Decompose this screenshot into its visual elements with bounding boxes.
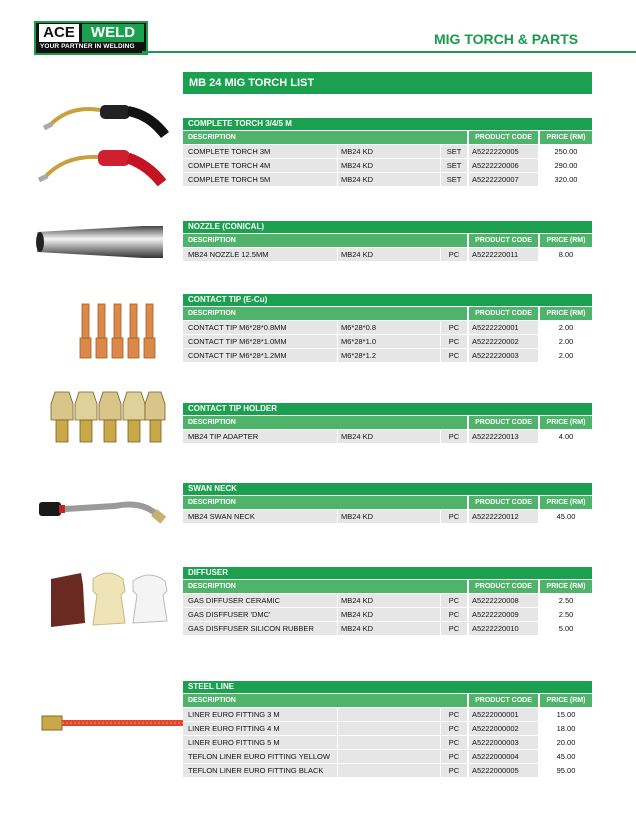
item-price: 2.00: [540, 321, 592, 334]
item-description: GAS DIFFUSER CERAMIC: [183, 594, 337, 607]
item-unit: SET: [441, 173, 467, 186]
list-title: MB 24 MIG TORCH LIST: [183, 72, 592, 94]
item-unit: SET: [441, 145, 467, 158]
item-unit: PC: [441, 722, 467, 735]
table-row: [183, 750, 592, 763]
product-section: [183, 403, 592, 443]
item-price: 320.00: [540, 173, 592, 186]
product-section: [183, 118, 592, 186]
item-price: 2.00: [540, 349, 592, 362]
item-product-code: A5222000001: [469, 708, 538, 721]
item-product-code: A5222000003: [469, 736, 538, 749]
item-product-code: A5222220011: [469, 248, 538, 261]
item-description: MB24 NOZZLE 12.5MM: [183, 248, 337, 261]
section-title: SWAN NECK: [183, 483, 592, 495]
item-product-code: A5222220006: [469, 159, 538, 172]
item-model: MB24 KD: [338, 248, 440, 261]
table-row: [183, 622, 592, 635]
column-header-row: [183, 694, 592, 707]
swan-neck-image: [35, 478, 170, 528]
item-unit: PC: [441, 321, 467, 334]
section-title: STEEL LINE: [183, 681, 592, 693]
item-description: LINER EURO FITTING 4 M: [183, 722, 337, 735]
product-code-header: PRODUCT CODE: [469, 131, 538, 144]
section-title: COMPLETE TORCH 3/4/5 M: [183, 118, 592, 130]
column-header-row: [183, 131, 592, 144]
item-product-code: A5222000004: [469, 750, 538, 763]
description-header: DESCRIPTION: [183, 694, 467, 707]
product-section: [183, 294, 592, 362]
item-description: MB24 TIP ADAPTER: [183, 430, 337, 443]
header-divider: [142, 51, 636, 53]
item-price: 2.50: [540, 608, 592, 621]
item-unit: PC: [441, 736, 467, 749]
table-row: [183, 736, 592, 749]
table-row: [183, 594, 592, 607]
item-price: 8.00: [540, 248, 592, 261]
column-header-row: [183, 416, 592, 429]
table-row: [183, 335, 592, 348]
logo-tagline: YOUR PARTNER IN WELDING: [40, 43, 135, 50]
item-unit: PC: [441, 510, 467, 523]
item-description: COMPLETE TORCH 5M: [183, 173, 337, 186]
item-price: 15.00: [540, 708, 592, 721]
item-price: 290.00: [540, 159, 592, 172]
table-row: [183, 321, 592, 334]
item-product-code: A5222220007: [469, 173, 538, 186]
item-product-code: A5222000002: [469, 722, 538, 735]
price-header: PRICE (RM): [540, 694, 592, 707]
item-price: 5.00: [540, 622, 592, 635]
product-section: [183, 221, 592, 261]
product-code-header: PRODUCT CODE: [469, 307, 538, 320]
description-header: DESCRIPTION: [183, 307, 467, 320]
table-row: [183, 764, 592, 777]
product-code-header: PRODUCT CODE: [469, 496, 538, 509]
item-model: [338, 722, 440, 735]
brand-logo: [34, 21, 148, 55]
item-unit: PC: [441, 430, 467, 443]
item-description: COMPLETE TORCH 4M: [183, 159, 337, 172]
item-model: MB24 KD: [338, 622, 440, 635]
item-product-code: A5222220013: [469, 430, 538, 443]
item-description: TEFLON LINER EURO FITTING BLACK: [183, 764, 337, 777]
item-product-code: A5222220012: [469, 510, 538, 523]
item-price: 45.00: [540, 750, 592, 763]
item-model: MB24 KD: [338, 594, 440, 607]
product-code-header: PRODUCT CODE: [469, 234, 538, 247]
product-section: [183, 483, 592, 523]
item-model: M6*28*0.8: [338, 321, 440, 334]
contact-tip-image: [70, 300, 170, 362]
price-header: PRICE (RM): [540, 416, 592, 429]
item-unit: PC: [441, 708, 467, 721]
item-model: MB24 KD: [338, 430, 440, 443]
item-unit: PC: [441, 335, 467, 348]
item-unit: PC: [441, 349, 467, 362]
item-unit: PC: [441, 750, 467, 763]
table-row: [183, 430, 592, 443]
item-description: GAS DISFFUSER SILICON RUBBER: [183, 622, 337, 635]
description-header: DESCRIPTION: [183, 416, 467, 429]
steel-liner-image: [40, 708, 185, 738]
column-header-row: [183, 307, 592, 320]
item-product-code: A5222220002: [469, 335, 538, 348]
section-title: DIFFUSER: [183, 567, 592, 579]
item-product-code: A5222220008: [469, 594, 538, 607]
item-unit: PC: [441, 764, 467, 777]
product-section: [183, 567, 592, 635]
item-unit: SET: [441, 159, 467, 172]
item-product-code: A5222220001: [469, 321, 538, 334]
item-product-code: A5222000005: [469, 764, 538, 777]
table-row: [183, 145, 592, 158]
item-model: [338, 764, 440, 777]
mig-torch-image: [30, 95, 180, 195]
description-header: DESCRIPTION: [183, 496, 467, 509]
product-code-header: PRODUCT CODE: [469, 416, 538, 429]
item-price: 250.00: [540, 145, 592, 158]
item-model: M6*28*1.0: [338, 335, 440, 348]
item-model: MB24 KD: [338, 510, 440, 523]
product-code-header: PRODUCT CODE: [469, 580, 538, 593]
item-description: LINER EURO FITTING 5 M: [183, 736, 337, 749]
price-header: PRICE (RM): [540, 307, 592, 320]
item-description: COMPLETE TORCH 3M: [183, 145, 337, 158]
column-header-row: [183, 580, 592, 593]
item-model: [338, 708, 440, 721]
table-row: [183, 708, 592, 721]
table-row: [183, 173, 592, 186]
table-row: [183, 349, 592, 362]
item-price: 2.00: [540, 335, 592, 348]
item-unit: PC: [441, 248, 467, 261]
item-model: MB24 KD: [338, 608, 440, 621]
item-model: M6*28*1.2: [338, 349, 440, 362]
table-row: [183, 722, 592, 735]
table-row: [183, 510, 592, 523]
item-price: 4.00: [540, 430, 592, 443]
item-unit: PC: [441, 622, 467, 635]
item-description: MB24 SWAN NECK: [183, 510, 337, 523]
item-product-code: A5222220009: [469, 608, 538, 621]
section-title: CONTACT TIP HOLDER: [183, 403, 592, 415]
section-title: NOZZLE (CONICAL): [183, 221, 592, 233]
section-title: CONTACT TIP (E-Cu): [183, 294, 592, 306]
column-header-row: [183, 234, 592, 247]
item-model: MB24 KD: [338, 159, 440, 172]
item-product-code: A5222220003: [469, 349, 538, 362]
item-price: 95.00: [540, 764, 592, 777]
table-row: [183, 608, 592, 621]
logo-weld-text: WELD: [82, 24, 144, 42]
item-description: CONTACT TIP M6*28*0.8MM: [183, 321, 337, 334]
price-header: PRICE (RM): [540, 234, 592, 247]
nozzle-image: [35, 222, 165, 262]
item-description: CONTACT TIP M6*28*1.0MM: [183, 335, 337, 348]
description-header: DESCRIPTION: [183, 580, 467, 593]
description-header: DESCRIPTION: [183, 131, 467, 144]
item-description: TEFLON LINER EURO FITTING YELLOW: [183, 750, 337, 763]
description-header: DESCRIPTION: [183, 234, 467, 247]
item-unit: PC: [441, 594, 467, 607]
price-header: PRICE (RM): [540, 496, 592, 509]
item-price: 2.50: [540, 594, 592, 607]
price-header: PRICE (RM): [540, 580, 592, 593]
item-product-code: A5222220005: [469, 145, 538, 158]
column-header-row: [183, 496, 592, 509]
page-header: [0, 0, 636, 64]
item-description: GAS DISFFUSER 'DMC': [183, 608, 337, 621]
item-model: [338, 750, 440, 763]
item-description: LINER EURO FITTING 3 M: [183, 708, 337, 721]
item-price: 45.00: [540, 510, 592, 523]
table-row: [183, 248, 592, 261]
tip-holder-image: [45, 384, 170, 449]
item-price: 20.00: [540, 736, 592, 749]
item-model: MB24 KD: [338, 145, 440, 158]
diffuser-image: [45, 565, 175, 635]
item-unit: PC: [441, 608, 467, 621]
page-title: MIG TORCH & PARTS: [434, 31, 579, 47]
item-description: CONTACT TIP M6*28*1.2MM: [183, 349, 337, 362]
price-header: PRICE (RM): [540, 131, 592, 144]
product-section: [183, 681, 592, 777]
product-code-header: PRODUCT CODE: [469, 694, 538, 707]
item-price: 18.00: [540, 722, 592, 735]
table-row: [183, 159, 592, 172]
item-model: MB24 KD: [338, 173, 440, 186]
item-model: [338, 736, 440, 749]
logo-ace-text: ACE: [39, 24, 79, 42]
item-product-code: A5222220010: [469, 622, 538, 635]
